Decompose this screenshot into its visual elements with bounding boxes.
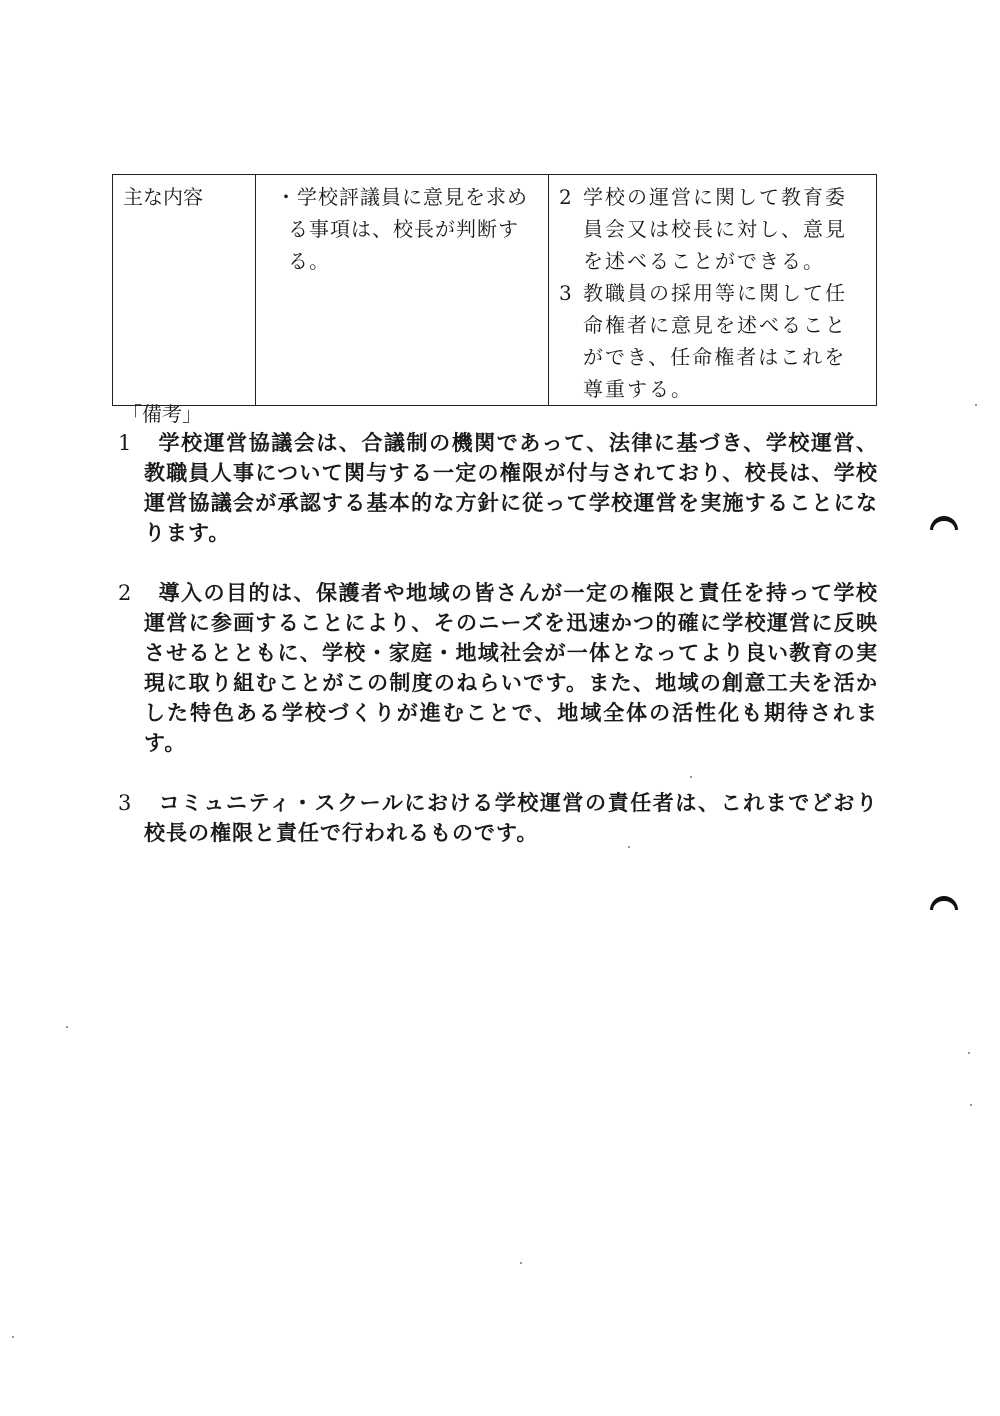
item-number: 3 (559, 281, 574, 305)
remarks-notes (118, 428, 878, 848)
item-text: 学校の運営に関して教育委員会又は校長に対し、意見を述べることができる。 (583, 185, 847, 273)
scan-speck (975, 404, 977, 406)
punch-hole-mark (930, 896, 958, 910)
management-council-item (559, 181, 868, 277)
note-number: 3 (118, 791, 133, 815)
scan-speck (12, 1336, 14, 1338)
scan-speck (968, 1052, 970, 1054)
remark-note (118, 578, 878, 758)
item-text: 教職員の採用等に関して任命権者に意見を述べることができ、任命権者はこれを尊重する。 (583, 281, 847, 401)
item-number: 2 (559, 185, 574, 209)
table-row-main-content (113, 175, 877, 406)
note-number: 2 (118, 581, 133, 605)
school-councilor-text: ・学校評議員に意見を求める事項は、校長が判断する。 (276, 185, 528, 273)
row-label-cell (113, 175, 256, 406)
remark-note (118, 788, 878, 848)
note-text: コミュニティ・スクールにおける学校運営の責任者は、これまでどおり校長の権限と責任で行われるものです。 (144, 790, 878, 845)
scan-speck (520, 1262, 522, 1264)
school-councilor-cell (256, 175, 549, 406)
note-text: 導入の目的は、保護者や地域の皆さんが一定の権限と責任を持って学校運営に参画することにより、そのニーズを迅速かつ的確に学校運営に反映させるとともに、学校・家庭・地域社会が一体となってより良い教育の実現に取り組むことがこの制度のねらいです。また、地域の創意工夫を活かした特色ある学校づくりが進むことで、地域全体の活性化も期待されます。 (144, 580, 878, 755)
management-council-item (559, 277, 868, 405)
remarks-heading: 「備考」 (122, 402, 202, 426)
note-number: 1 (118, 431, 133, 455)
scan-speck (970, 1104, 972, 1106)
scan-speck (628, 846, 630, 848)
note-text: 学校運営協議会は、合議制の機関であって、法律に基づき、学校運営、教職員人事について関与する一定の権限が付与されており、校長は、学校運営協議会が承認する基本的な方針に従って学校運営を実施することになります。 (144, 430, 878, 545)
row-label: 主な内容 (123, 185, 203, 209)
management-council-cell (549, 175, 877, 406)
punch-hole-mark (930, 516, 958, 530)
comparison-table (112, 174, 877, 406)
scan-speck (690, 776, 692, 778)
scan-speck (66, 1026, 68, 1028)
remark-note (118, 428, 878, 548)
